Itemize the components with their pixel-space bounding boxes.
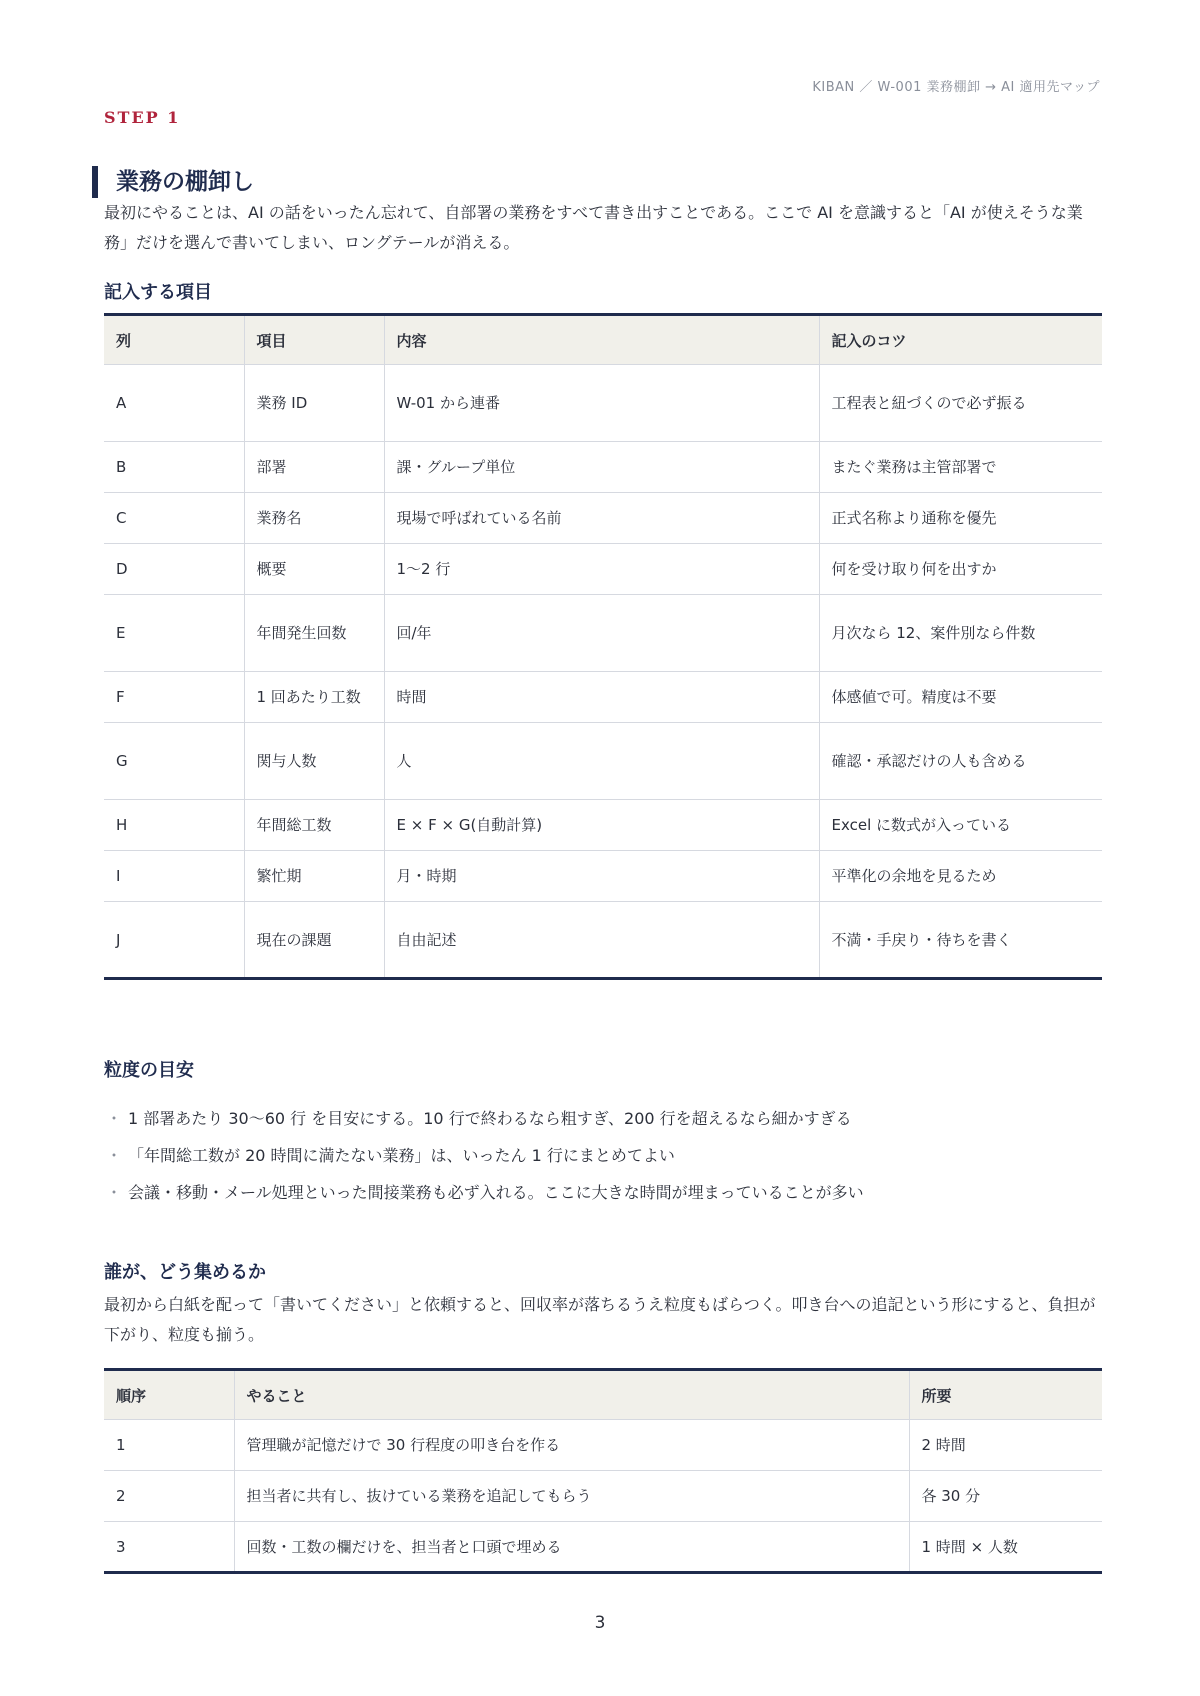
table-cell: 確認・承認だけの人も含める: [819, 723, 1102, 800]
list-item: ・ 会議・移動・メール処理といった間接業務も必ず入れる。ここに大きな時間が埋まっていることが多い: [112, 1174, 864, 1211]
table-cell: 関与人数: [244, 723, 384, 800]
table-row: [104, 851, 1102, 902]
table-row: [104, 1522, 1102, 1573]
table-cell: 工程表と紐づくので必ず振る: [819, 365, 1102, 442]
items-table: [104, 313, 1102, 980]
table-cell: B: [104, 442, 244, 493]
table-row: [104, 1420, 1102, 1471]
table-cell: 管理職が記憶だけで 30 行程度の叩き台を作る: [234, 1420, 909, 1471]
table-cell: 回数・工数の欄だけを、担当者と口頭で埋める: [234, 1522, 909, 1573]
column-header: 列: [104, 315, 244, 365]
table-cell: I: [104, 851, 244, 902]
table-cell: 2: [104, 1471, 234, 1522]
table-cell: 課・グループ単位: [384, 442, 819, 493]
table-cell: 1〜2 行: [384, 544, 819, 595]
table-cell: J: [104, 902, 244, 979]
table-cell: 1: [104, 1420, 234, 1471]
page-number: 3: [594, 1613, 606, 1633]
collection-heading: 誰が、どう集めるか: [104, 1262, 266, 1283]
table-row: [104, 544, 1102, 595]
collection-paragraph: 最初から白紙を配って「書いてください」と依頼すると、回収率が落ちるうえ粒度もばらつく。叩き台への追記という形にすると、負担が下がり、粒度も揃う。: [104, 1295, 1096, 1344]
table-cell: 月・時期: [384, 851, 819, 902]
table-cell: 2 時間: [909, 1420, 1102, 1471]
table-row: [104, 672, 1102, 723]
table-cell: 業務 ID: [244, 365, 384, 442]
table-cell: E × F × G(自動計算): [384, 800, 819, 851]
table-cell: 1 時間 × 人数: [909, 1522, 1102, 1573]
table-row: [104, 442, 1102, 493]
granularity-list: [112, 1100, 864, 1211]
table-cell: 不満・手戻り・待ちを書く: [819, 902, 1102, 979]
column-header: 所要: [909, 1370, 1102, 1420]
running-header: KIBAN ／ W-001 業務棚卸 → AI 適用先マップ: [812, 80, 1100, 95]
table-cell: C: [104, 493, 244, 544]
table-cell: D: [104, 544, 244, 595]
granularity-heading: 粒度の目安: [104, 1060, 194, 1081]
table-cell: H: [104, 800, 244, 851]
table-cell: 自由記述: [384, 902, 819, 979]
table-row: [104, 723, 1102, 800]
table-cell: 体感値で可。精度は不要: [819, 672, 1102, 723]
collection-table-header-row: [104, 1370, 1102, 1420]
table-cell: E: [104, 595, 244, 672]
table-cell: 概要: [244, 544, 384, 595]
items-table-header-row: [104, 315, 1102, 365]
section-title: 業務の棚卸し: [92, 166, 254, 198]
items-heading: 記入する項目: [104, 282, 212, 303]
table-row: [104, 365, 1102, 442]
table-row: [104, 493, 1102, 544]
table-cell: Excel に数式が入っている: [819, 800, 1102, 851]
intro-paragraph: 最初にやることは、AI の話をいったん忘れて、自部署の業務をすべて書き出すことである。ここで AI を意識すると「AI が使えそうな業務」だけを選んで書いてしまい、ロングテールが消える。: [104, 203, 1083, 252]
table-cell: A: [104, 365, 244, 442]
list-item: ・ 1 部署あたり 30〜60 行 を目安にする。10 行で終わるなら粗すぎ、200 行を超えるなら細かすぎる: [112, 1100, 864, 1137]
table-cell: 月次なら 12、案件別なら件数: [819, 595, 1102, 672]
table-cell: 年間総工数: [244, 800, 384, 851]
table-cell: 各 30 分: [909, 1471, 1102, 1522]
table-cell: 正式名称より通称を優先: [819, 493, 1102, 544]
table-row: [104, 1471, 1102, 1522]
table-cell: 現場で呼ばれている名前: [384, 493, 819, 544]
table-cell: 担当者に共有し、抜けている業務を追記してもらう: [234, 1471, 909, 1522]
column-header: 項目: [244, 315, 384, 365]
table-cell: W-01 から連番: [384, 365, 819, 442]
table-cell: 業務名: [244, 493, 384, 544]
column-header: 記入のコツ: [819, 315, 1102, 365]
table-row: [104, 800, 1102, 851]
table-cell: またぐ業務は主管部署で: [819, 442, 1102, 493]
table-cell: 部署: [244, 442, 384, 493]
table-row: [104, 595, 1102, 672]
column-header: 内容: [384, 315, 819, 365]
table-cell: 人: [384, 723, 819, 800]
table-cell: 年間発生回数: [244, 595, 384, 672]
table-cell: 平準化の余地を見るため: [819, 851, 1102, 902]
table-row: [104, 902, 1102, 979]
list-item: ・ 「年間総工数が 20 時間に満たない業務」は、いったん 1 行にまとめてよい: [112, 1137, 864, 1174]
table-cell: 現在の課題: [244, 902, 384, 979]
table-cell: 1 回あたり工数: [244, 672, 384, 723]
step-label: STEP 1: [104, 108, 181, 127]
column-header: やること: [234, 1370, 909, 1420]
table-cell: 時間: [384, 672, 819, 723]
table-cell: 繁忙期: [244, 851, 384, 902]
table-cell: 3: [104, 1522, 234, 1573]
table-cell: G: [104, 723, 244, 800]
column-header: 順序: [104, 1370, 234, 1420]
table-cell: F: [104, 672, 244, 723]
collection-table: [104, 1368, 1102, 1574]
table-cell: 何を受け取り何を出すか: [819, 544, 1102, 595]
table-cell: 回/年: [384, 595, 819, 672]
